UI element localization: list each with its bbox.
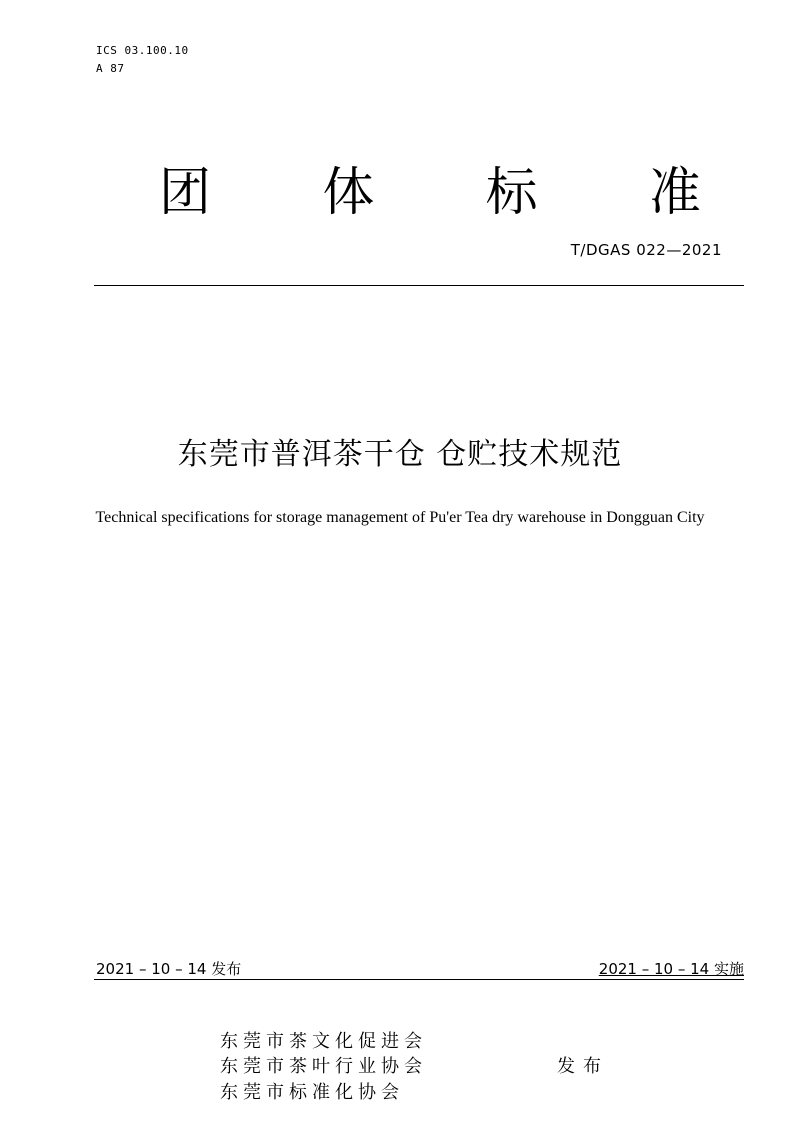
ccs-code: A 87 bbox=[96, 62, 125, 75]
heading-char-1: 团 bbox=[158, 163, 211, 223]
standard-type-heading bbox=[150, 158, 710, 228]
ics-code: ICS 03.100.10 bbox=[96, 44, 189, 57]
heading-char-3: 标 bbox=[485, 163, 538, 223]
heading-char-2: 体 bbox=[322, 163, 375, 223]
english-title: Technical specifications for storage management of Pu'er Tea dry warehouse in Dongguan City bbox=[95, 509, 705, 526]
heading-char-4: 准 bbox=[648, 163, 701, 223]
top-divider bbox=[94, 285, 744, 286]
publisher-org-2: 东莞市茶叶行业协会 bbox=[220, 1056, 427, 1077]
ics-classification bbox=[96, 42, 189, 78]
publish-label: 发布 bbox=[557, 1056, 609, 1077]
publisher-org-3: 东莞市标准化协会 bbox=[220, 1082, 404, 1103]
standard-number: T/DGAS 022—2021 bbox=[570, 241, 722, 259]
chinese-title: 东莞市普洱茶干仓 仓贮技术规范 bbox=[177, 437, 623, 472]
implementation-date: 2021 – 10 – 14 实施 bbox=[598, 960, 744, 978]
issue-date: 2021 – 10 – 14 发布 bbox=[96, 960, 242, 978]
bottom-divider bbox=[94, 979, 744, 980]
publisher-org-1: 东莞市茶文化促进会 bbox=[220, 1031, 427, 1052]
